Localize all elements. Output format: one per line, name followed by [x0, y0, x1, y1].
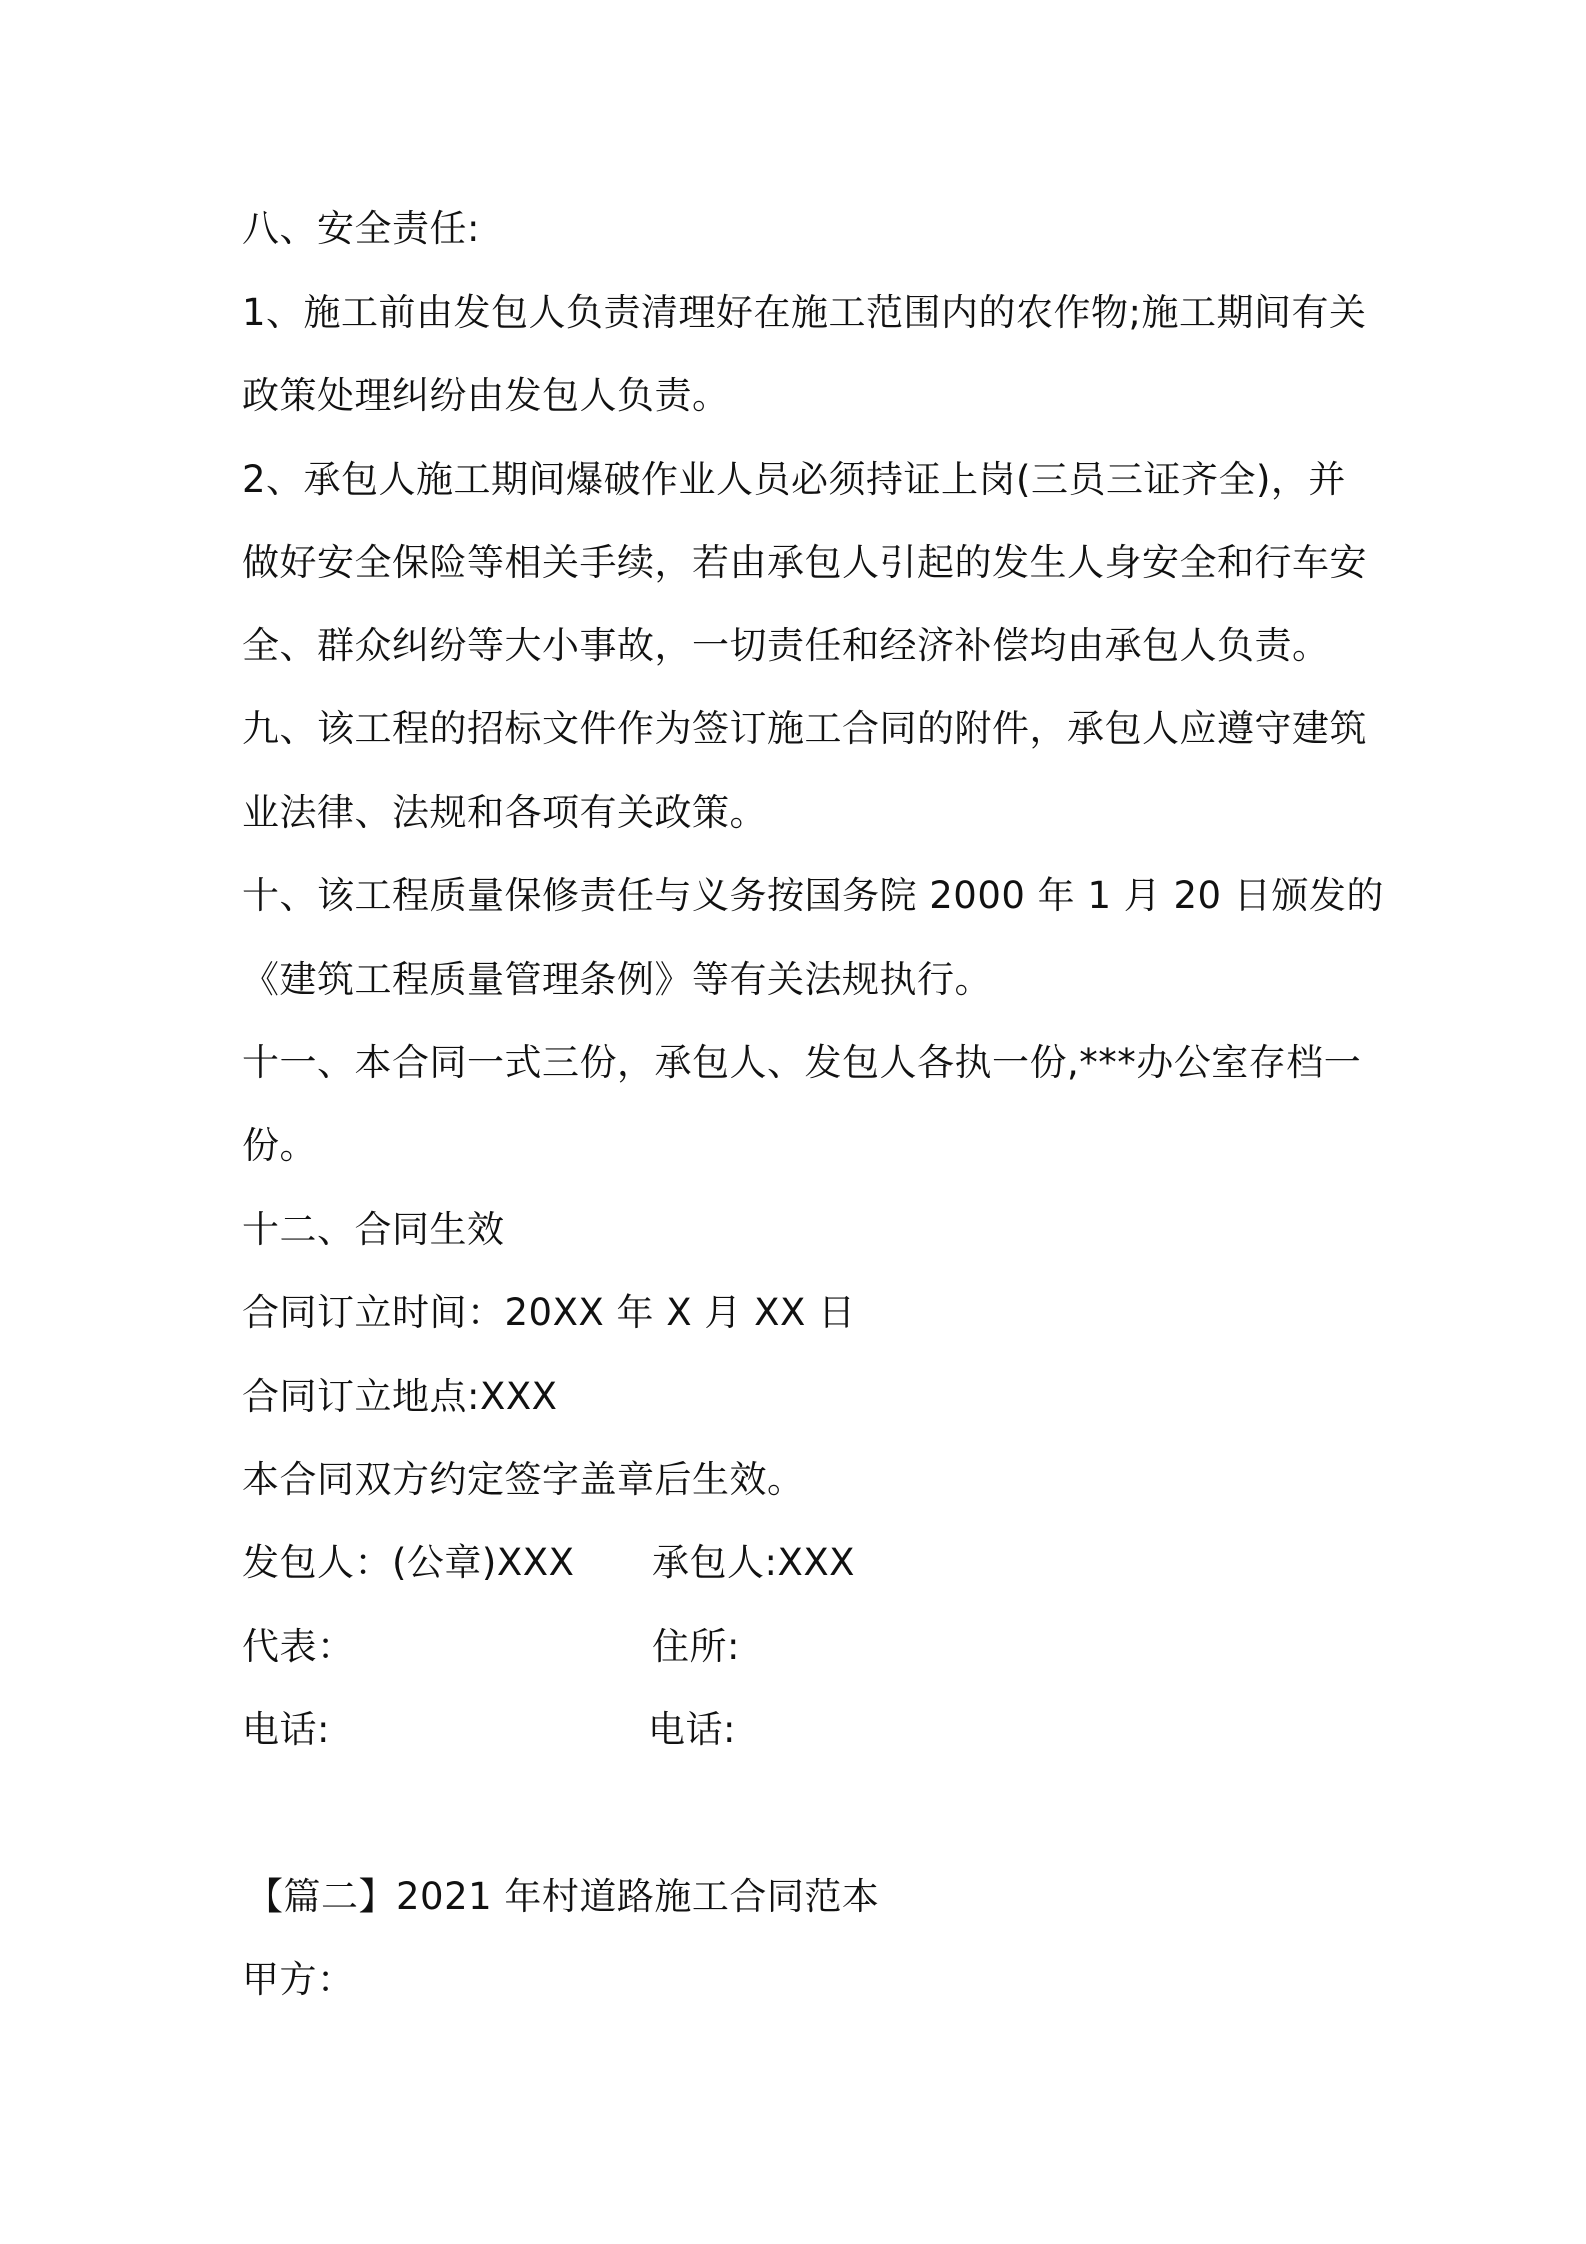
phone-b-field: 电话: [648, 1708, 736, 1751]
section-9-line-2: 业法律、法规和各项有关政策。 [242, 791, 767, 834]
section-8-item-1-line-1: 1、施工前由发包人负责清理好在施工范围内的农作物;施工期间有关 [242, 291, 1367, 334]
section-10-line-2: 《建筑工程质量管理条例》等有关法规执行。 [242, 958, 992, 1001]
part-2-heading: 【篇二】2021 年村道路施工合同范本 [246, 1875, 880, 1918]
party-a-field: 发包人：(公章)XXX [242, 1541, 575, 1584]
section-11-line-2: 份。 [242, 1124, 317, 1167]
section-10-line-1: 十、该工程质量保修责任与义务按国务院 2000 年 1 月 20 日颁发的 [242, 874, 1384, 917]
section-8-title: 八、安全责任: [242, 207, 480, 250]
section-11-line-1: 十一、本合同一式三份，承包人、发包人各执一份,***办公室存档一 [242, 1041, 1362, 1084]
section-8-item-2-line-1: 2、承包人施工期间爆破作业人员必须持证上岗(三员三证齐全)，并 [242, 458, 1346, 501]
address-field: 住所: [652, 1625, 740, 1668]
effective-note: 本合同双方约定签字盖章后生效。 [242, 1458, 805, 1501]
phone-a-field: 电话: [242, 1708, 330, 1751]
part-2-party-a: 甲方： [242, 1958, 355, 2001]
sign-time: 合同订立时间：20XX 年 X 月 XX 日 [242, 1291, 856, 1334]
section-8-item-2-line-2: 做好安全保险等相关手续，若由承包人引起的发生人身安全和行车安 [242, 541, 1367, 584]
section-9-line-1: 九、该工程的招标文件作为签订施工合同的附件，承包人应遵守建筑 [242, 707, 1367, 750]
sign-place: 合同订立地点:XXX [242, 1375, 558, 1418]
representative-field: 代表： [242, 1625, 355, 1668]
party-b-field: 承包人:XXX [652, 1541, 856, 1584]
section-12-title: 十二、合同生效 [242, 1208, 505, 1251]
section-8-item-1-line-2: 政策处理纠纷由发包人负责。 [242, 374, 730, 417]
section-8-item-2-line-3: 全、群众纠纷等大小事故，一切责任和经济补偿均由承包人负责。 [242, 624, 1330, 667]
